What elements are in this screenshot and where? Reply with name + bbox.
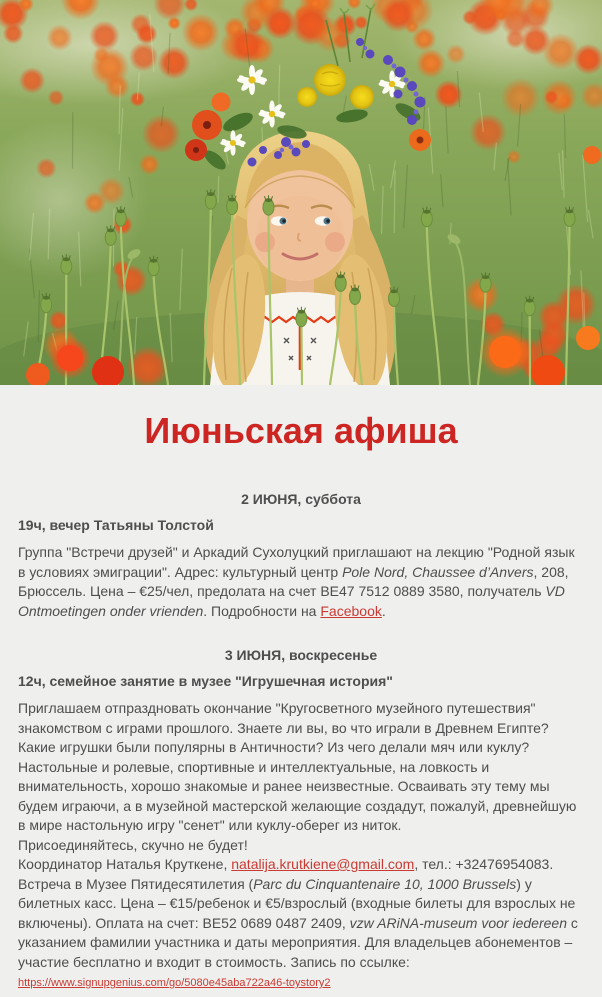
italic-text: vzw ARiNA-museum voor iedereen <box>349 914 567 931</box>
italic-text: Parc du Cinquantenaire 10, 1000 Brussels <box>253 875 517 892</box>
text-run: Присоединяйтесь, скучно не будет! <box>18 836 248 853</box>
text-run: ) у билетных касс. Цена – €15/ребенок и €5/взрослый (входные билеты для взрослых не включены). Оплата на счет: BE52 0689 0487 2409, <box>18 875 576 931</box>
newsletter-content <box>0 411 602 997</box>
text-run: . Подробности на <box>203 602 321 619</box>
italic-text: VD Ontmoetingen onder vrienden <box>18 583 565 619</box>
text-run: Координатор Наталья Круткене, <box>18 856 232 872</box>
facebook-link[interactable]: Facebook <box>320 602 382 619</box>
text-run: , тел.: +32476954083. Встреча в Музее Пятидесятилетия ( <box>18 856 554 892</box>
text-run: Приглашаем отпраздновать окончание "Кругосветного музейного путешествия" знакомством с играми прошлого. Знаете ли вы, во что играли в Древнем Египте? Какие игрушки были популярны в Античности? Из чего делали мяч или куклу? Настольные и ролевые, спортивные и интеллектуальные, на ловкость и внимательность, хорошо знакомые и ранее неизвестные. Осваивать эту тему мы будем играючи, а в музейной мастерской желающие создадут, пожалуй, древнейшую в мире настольную игру "сенет" или куклу-оберег из ниток. <box>18 700 577 833</box>
page-title: Июньская афиша <box>144 410 458 451</box>
text-run: . <box>381 602 386 619</box>
event-sections <box>18 489 584 994</box>
text-run: с указанием фамилии участника и даты мероприятия. Для владельцев абонементов – участие бесплатно и входит в стоимость. Запись по ссылке: <box>18 914 578 970</box>
signup-link[interactable]: https://www.signupgenius.com/go/5080e45aba722a46-toystory2 <box>18 977 331 989</box>
text-run: Группа "Встречи друзей" и Аркадий Сухолуцкий приглашают на лекцию "Родной язык в условиях эмиграции". Адрес: культурный центр <box>18 544 575 580</box>
text-run: , 208, Брюссель. Цена – €25/чел, предолата на счет BE47 7512 0889 3580, получатель <box>18 563 569 599</box>
date-heading: 2 ИЮНЯ, суббота <box>241 491 361 507</box>
event-heading: 12ч, семейное занятие в музее "Игрушечная история" <box>18 673 393 689</box>
italic-text: Pole Nord, Chaussee d’Anvers <box>342 563 534 580</box>
hero-photo <box>0 0 602 385</box>
date-heading: 3 ИЮНЯ, воскресенье <box>224 647 378 663</box>
event-description <box>18 543 584 621</box>
event-description <box>18 699 584 994</box>
event-heading: 19ч, вечер Татьяны Толстой <box>18 517 214 533</box>
email-link[interactable]: natalija.krutkiene@gmail.com <box>231 856 415 872</box>
